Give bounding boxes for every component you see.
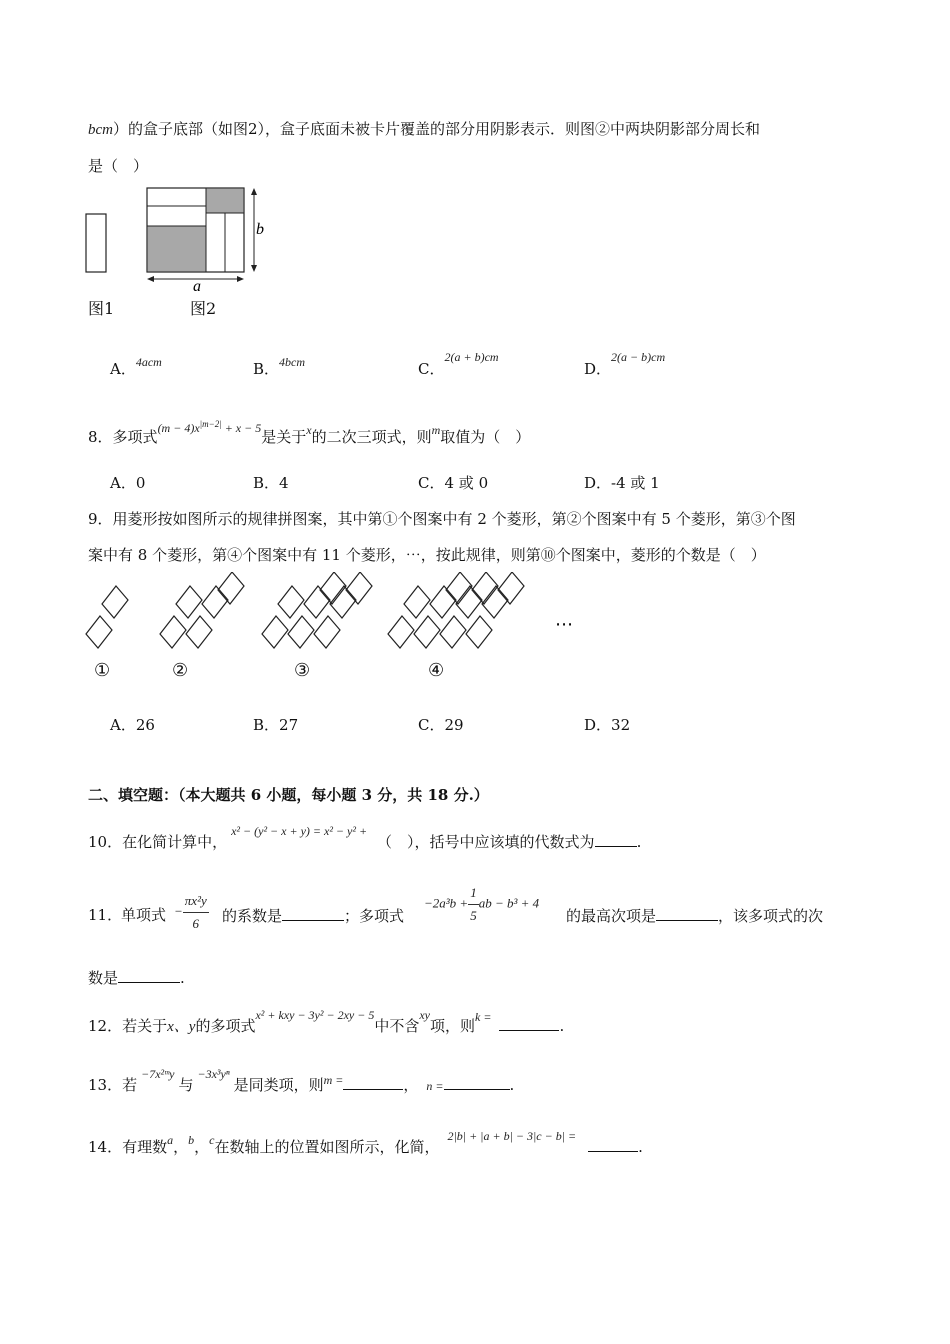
rhombus xyxy=(430,586,456,618)
rhombus xyxy=(160,616,186,648)
q9-ellipsis: ⋯ xyxy=(555,614,573,635)
q11-blank-highest[interactable] xyxy=(656,904,718,921)
q8-option-c[interactable] xyxy=(418,472,488,493)
q14-end: . xyxy=(638,1138,643,1156)
option-letter: C． xyxy=(418,360,445,378)
q11-line2 xyxy=(88,966,185,989)
rhombus xyxy=(304,586,330,618)
label-b: b xyxy=(256,221,264,238)
rhombus xyxy=(414,616,440,648)
q13-sep: ， xyxy=(403,1076,419,1094)
fig2-shade-bottom xyxy=(147,226,206,272)
fig2-shade-top xyxy=(206,188,244,213)
q10-suffix: （ ），括号中应该填的代数式为 xyxy=(377,833,595,851)
q11-blank-coef[interactable] xyxy=(282,904,344,921)
q11-mid3: 的最高次项是 xyxy=(566,907,657,925)
option-value: 32 xyxy=(611,716,631,734)
q11-mono-num: πx²y xyxy=(183,890,209,913)
q12-answer-blank[interactable] xyxy=(499,1014,559,1031)
q8-mid: 是关于 xyxy=(261,428,307,446)
q11-mono-den: 6 xyxy=(192,916,199,931)
q11-number: 11． xyxy=(88,906,123,924)
q8-expr-exp: |m−2| xyxy=(199,419,222,429)
q13-prefix: 若 xyxy=(122,1076,138,1094)
rhombus xyxy=(314,616,340,648)
q12-mid3: 项，则 xyxy=(430,1017,476,1035)
q8-expr xyxy=(158,421,262,435)
q8-var-x: x xyxy=(306,423,312,437)
q12-mid: 的多项式 xyxy=(195,1017,256,1035)
q14-comma1: ， xyxy=(173,1138,189,1156)
q7-unit: bcm xyxy=(88,122,113,138)
q11-poly-a: −2a³b + xyxy=(424,895,469,911)
option-letter: D． xyxy=(584,716,612,734)
q11-mid2: ；多项式 xyxy=(344,907,405,925)
q10-answer-blank[interactable] xyxy=(595,830,637,847)
q9-label-4: ④ xyxy=(428,660,445,681)
option-value: 2(a − b)cm xyxy=(611,350,666,364)
fig1-label: 图1 xyxy=(88,299,115,318)
q7-cont-text: ）的盒子底部（如图2），盒子底面未被卡片覆盖的部分用阴影表示．则图②中两块阴影部分周长和 xyxy=(113,120,761,138)
option-letter: B． xyxy=(253,360,280,378)
q10-expr: x² − (y² − x + y) = x² − y² + xyxy=(231,824,368,838)
q9-label-3: ③ xyxy=(294,660,311,681)
q13-number: 13． xyxy=(88,1076,123,1094)
rhombus xyxy=(404,586,430,618)
q13-blank-n[interactable] xyxy=(444,1073,510,1090)
q11-mid1: 的系数是 xyxy=(222,907,283,925)
rhombus xyxy=(176,586,202,618)
q10-number: 10． xyxy=(88,833,123,851)
option-letter: D． xyxy=(584,474,612,492)
option-letter: B． xyxy=(253,474,280,492)
q12-number: 12． xyxy=(88,1017,123,1035)
rhombus-patterns xyxy=(86,572,524,648)
q11-poly-num: 1 xyxy=(468,882,479,905)
q8-option-a[interactable] xyxy=(110,472,145,493)
q13-mid2: 是同类项，则 xyxy=(233,1076,324,1094)
q11-part1 xyxy=(222,904,404,927)
q11-poly-den: 5 xyxy=(470,908,477,923)
q10-end: . xyxy=(636,833,642,851)
q9-label-2: ② xyxy=(172,660,189,681)
section2-heading: 二、填空题：（本大题共 6 小题，每小题 3 分，共 18 分.） xyxy=(88,786,489,804)
q13-expr1: −7x²ᵐy xyxy=(141,1067,175,1081)
q7-option-b[interactable] xyxy=(253,355,306,379)
dim-a-arrow-right xyxy=(237,276,244,282)
q9-option-b[interactable] xyxy=(253,714,298,735)
q8-stem xyxy=(88,419,531,449)
q14-number: 14． xyxy=(88,1138,123,1156)
dim-b-arrow-top xyxy=(251,188,257,195)
rhombus xyxy=(388,616,414,648)
rhombus xyxy=(86,616,112,648)
q7-continuation xyxy=(88,118,760,141)
option-letter: A． xyxy=(110,716,136,734)
option-value: 4acm xyxy=(135,355,162,369)
q10-prefix: 在化简计算中， xyxy=(122,833,228,851)
q7-cont-line2: 是（ ） xyxy=(88,157,149,175)
q8-number: 8． xyxy=(88,428,113,446)
q11-line2-text: 数是 xyxy=(88,969,119,987)
q13-blank-m[interactable] xyxy=(343,1073,403,1090)
q12-mid2: 中不含 xyxy=(374,1017,420,1035)
q9-figure xyxy=(80,572,600,652)
q14-comma2: ， xyxy=(194,1138,210,1156)
q12-end: . xyxy=(559,1017,565,1035)
q13-end: . xyxy=(509,1076,515,1094)
q11-mid4: ，该多项式的次 xyxy=(718,907,824,925)
q11-end: . xyxy=(180,969,185,987)
q12-k: k = xyxy=(475,1010,492,1024)
fig1-card xyxy=(86,214,106,272)
q10-stem xyxy=(88,824,642,854)
q7-option-a[interactable] xyxy=(110,355,162,379)
q8-option-b[interactable] xyxy=(253,472,289,493)
rhombus xyxy=(440,616,466,648)
q11-polynomial xyxy=(424,882,539,927)
q14-stem xyxy=(88,1129,643,1159)
option-value: 4 或 0 xyxy=(444,474,489,492)
q8-var-m: m xyxy=(431,423,441,437)
option-value: 27 xyxy=(279,716,299,734)
q12-expr: x² + kxy − 3y² − 2xy − 5 xyxy=(255,1008,375,1022)
q11-monomial: − $\frac{\text{πx²y}}{6}$ xyxy=(174,890,209,935)
rhombus xyxy=(498,572,524,604)
q13-mid: 与 xyxy=(178,1076,194,1094)
option-value: 2(a + b)cm xyxy=(444,350,499,364)
q8-mid2: 的二次三项式，则 xyxy=(311,428,432,446)
q12-vars: x、y xyxy=(167,1019,196,1035)
q12-term: xy xyxy=(419,1008,430,1022)
q14-mid: 在数轴上的位置如图所示，化简， xyxy=(214,1138,440,1156)
q14-c: c xyxy=(209,1133,215,1147)
q8-suffix: 取值为（ ） xyxy=(440,428,531,446)
rhombus xyxy=(218,572,244,604)
q14-b: b xyxy=(188,1133,195,1147)
q9-option-a[interactable] xyxy=(110,714,155,735)
option-value: 26 xyxy=(135,716,155,734)
q7-figure xyxy=(80,182,280,292)
q11-poly-b: ab − b³ + 4 xyxy=(478,895,540,911)
rhombus xyxy=(466,616,492,648)
rhombus xyxy=(278,586,304,618)
q8-option-d[interactable] xyxy=(584,472,660,493)
q11-part2 xyxy=(566,904,823,927)
option-value: 4 xyxy=(279,474,289,492)
rhombus xyxy=(102,586,128,618)
option-letter: C． xyxy=(418,716,445,734)
option-letter: A． xyxy=(110,360,136,378)
option-letter: C． xyxy=(418,474,445,492)
q13-m: m = xyxy=(323,1073,344,1087)
q14-answer-blank[interactable] xyxy=(588,1135,638,1152)
option-value: 0 xyxy=(135,474,146,492)
fig2-label: 图2 xyxy=(190,299,217,318)
q11-prefix: 单项式 xyxy=(121,906,167,924)
q11-blank-degree[interactable] xyxy=(118,966,180,983)
option-letter: B． xyxy=(253,716,280,734)
q9-line1: 9．用菱形按如图所示的规律拼图案，其中第①个图案中有 2 个菱形，第②个图案中有 5 个菱形，第③个图 xyxy=(88,510,796,528)
option-value: -4 或 1 xyxy=(611,474,660,492)
q8-expr-a: (m − 4)x xyxy=(157,421,200,435)
q13-stem xyxy=(88,1067,515,1097)
option-value: 4bcm xyxy=(279,355,306,369)
rhombus xyxy=(202,586,228,618)
rhombus xyxy=(186,616,212,648)
dim-b-arrow-bottom xyxy=(251,265,257,272)
q9-label-1: ① xyxy=(94,660,111,681)
q12-stem xyxy=(88,1008,565,1038)
q14-prefix: 有理数 xyxy=(122,1138,168,1156)
q14-a: a xyxy=(167,1133,174,1147)
q9-line2: 案中有 8 个菱形，第④个图案中有 11 个菱形，⋯，按此规律，则第⑩个图案中，菱形的个数是（ ） xyxy=(88,546,766,564)
dim-a-arrow-left xyxy=(147,276,154,282)
q13-n: n = xyxy=(426,1079,444,1093)
q8-expr-b: + x − 5 xyxy=(221,421,262,435)
q7-option-d[interactable] xyxy=(584,350,666,379)
rhombus xyxy=(346,572,372,604)
q9-option-c[interactable] xyxy=(418,714,464,735)
rhombus xyxy=(262,616,288,648)
option-letter: A． xyxy=(110,474,136,492)
option-value: 29 xyxy=(444,716,464,734)
q14-expr: 2|b| + |a + b| − 3|c − b| = xyxy=(447,1129,577,1143)
option-letter: D． xyxy=(584,360,612,378)
q13-expr2: −3x³yⁿ xyxy=(197,1067,230,1081)
q8-prefix: 多项式 xyxy=(112,428,158,446)
label-a: a xyxy=(193,278,201,292)
q7-option-c[interactable] xyxy=(418,350,499,379)
rhombus xyxy=(288,616,314,648)
q9-option-d[interactable] xyxy=(584,714,630,735)
q12-prefix: 若关于 xyxy=(122,1017,168,1035)
